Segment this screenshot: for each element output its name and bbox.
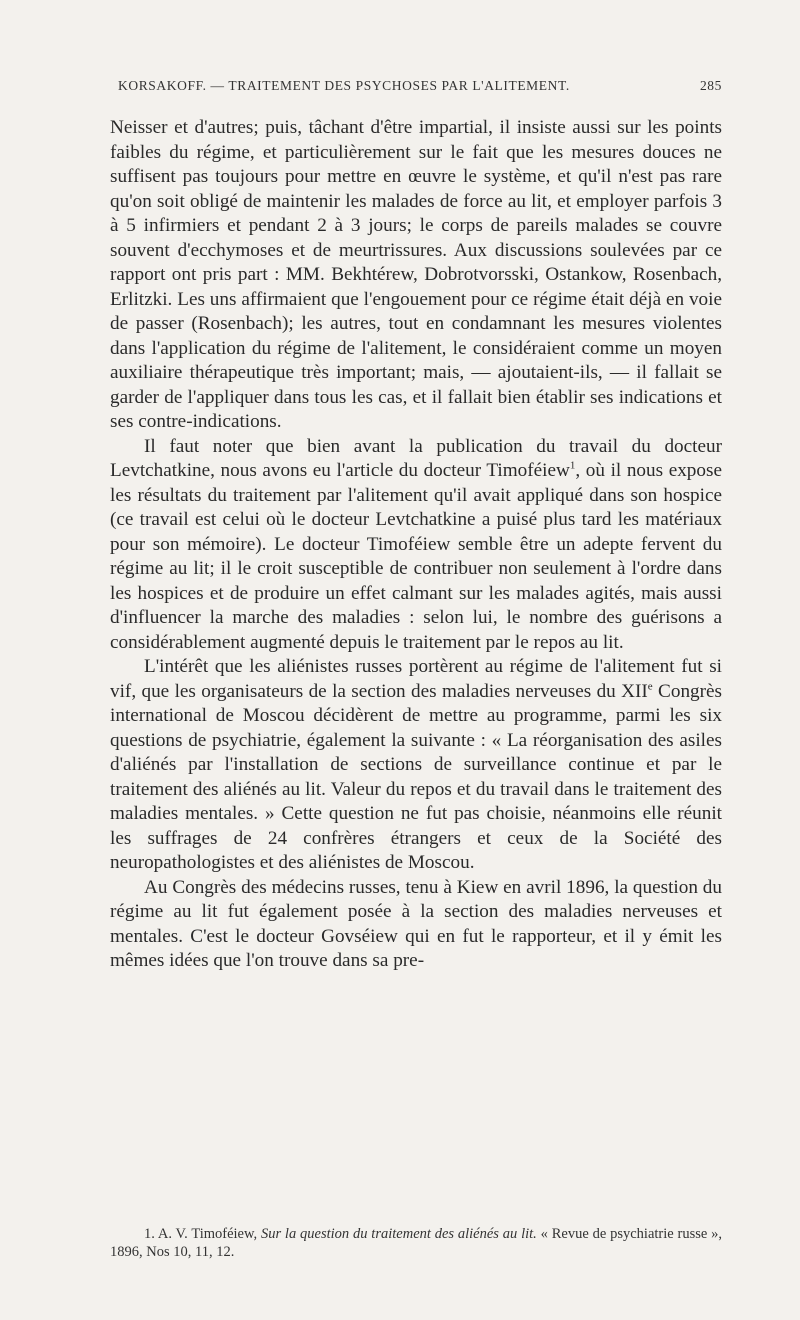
footnote-title: Sur la question du traitement des aliénés au lit.: [260, 1226, 537, 1242]
paragraph-3-text-before: L'intérêt que les aliénistes russes portèrent au régime de l'alitement fut si vif, que les organisateurs de la section des maladies nerveuses du XII: [110, 656, 722, 702]
paragraph-1: Neisser et d'autres; puis, tâchant d'être impartial, il insiste aussi sur les points faibles du régime, et particulièrement sur le fait que les mesures douces ne suffisent pas toujours pour mettre en œuvre le système, et qu'il n'est pas rare qu'on soit obligé de maintenir les malades de force au lit, et employer parfois 3 à 5 infirmiers et pendant 2 à 3 jours; le corps de pareils malades se couvre souvent d'ecchymoses et de meurtrissures. Aux discussions soulevées par ce rapport ont pris part : MM. Bekhtérew, Dobrotvorsski, Ostankow, Rosenbach, Erlitzki. Les uns affirmaient que l'engouement pour ce régime était déjà en voie de passer (Rosenbach); les autres, tout en condamnant les mesures violentes dans l'application du régime de l'alitement, le considéraient comme un moyen auxiliaire thérapeutique très important; mais, — ajoutaient-ils, — il fallait se garder de l'appliquer dans tous les cas, et il fallait bien établir ses indications et ses contre-indications.: [110, 117, 722, 432]
paragraph-3: [110, 655, 722, 876]
footnote: [110, 1225, 722, 1261]
main-text: [110, 116, 722, 974]
paragraph-2-text-before: Il faut noter que bien avant la publication du travail du docteur Levtchatkine, nous avons eu l'article du docteur Timoféiew: [110, 435, 722, 481]
running-title: KORSAKOFF. — TRAITEMENT DES PSYCHOSES PAR L'ALITEMENT.: [118, 78, 570, 93]
paragraph-2-text-after: , où il nous expose les résultats du traitement par l'alitement qu'il avait appliqué dans son hospice (ce travail est celui où le docteur Levtchatkine a puisé plus tard les matériaux pour son mémoire). Le docteur Timoféiew semble être un adepte fervent du régime au lit; il le croit susceptible de contribuer non seulement à l'ordre dans les hospices et de produire un effet calmant sur les malades agités, mais aussi d'influencer la marche des maladies : selon lui, le nombre des guérisons a considérablement augmenté depuis le traitement par le repos au lit.: [110, 460, 722, 653]
paragraph-4: Au Congrès des médecins russes, tenu à Kiew en avril 1896, la question du régime au lit fut également posée à la section des maladies nerveuses et mentales. C'est le docteur Govséiew qui en fut le rapporteur, et il y émit les mêmes idées que l'on trouve dans sa pre-: [110, 876, 722, 971]
footnote-reference: 1: [569, 459, 576, 472]
footnote-journal: « Revue de psychiatrie russe », 1896, Nos 10, 11, 12.: [110, 1226, 723, 1260]
footnote-number: 1.: [144, 1226, 155, 1242]
footnote-text: [110, 1225, 722, 1261]
footnote-author: A. V. Timoféiew,: [157, 1226, 258, 1242]
page-number: 285: [699, 78, 722, 93]
paragraph-2: [110, 435, 722, 656]
paragraph-3-text-after: Congrès international de Moscou décidèrent de mettre au programme, parmi les six questions de psychiatrie, également la suivante : « La réorganisation des asiles d'aliénés par l'installation de sections de surveillance continue et par le traitement des aliénés au lit. Valeur du repos et du travail dans le traitement des maladies mentales. » Cette question ne fut pas choisie, néanmoins elle réunit les suffrages de 24 confrères étrangers et ceux de la Société des neuropathologistes et des aliénistes de Moscou.: [110, 680, 723, 873]
ordinal-superscript: e: [647, 680, 653, 693]
